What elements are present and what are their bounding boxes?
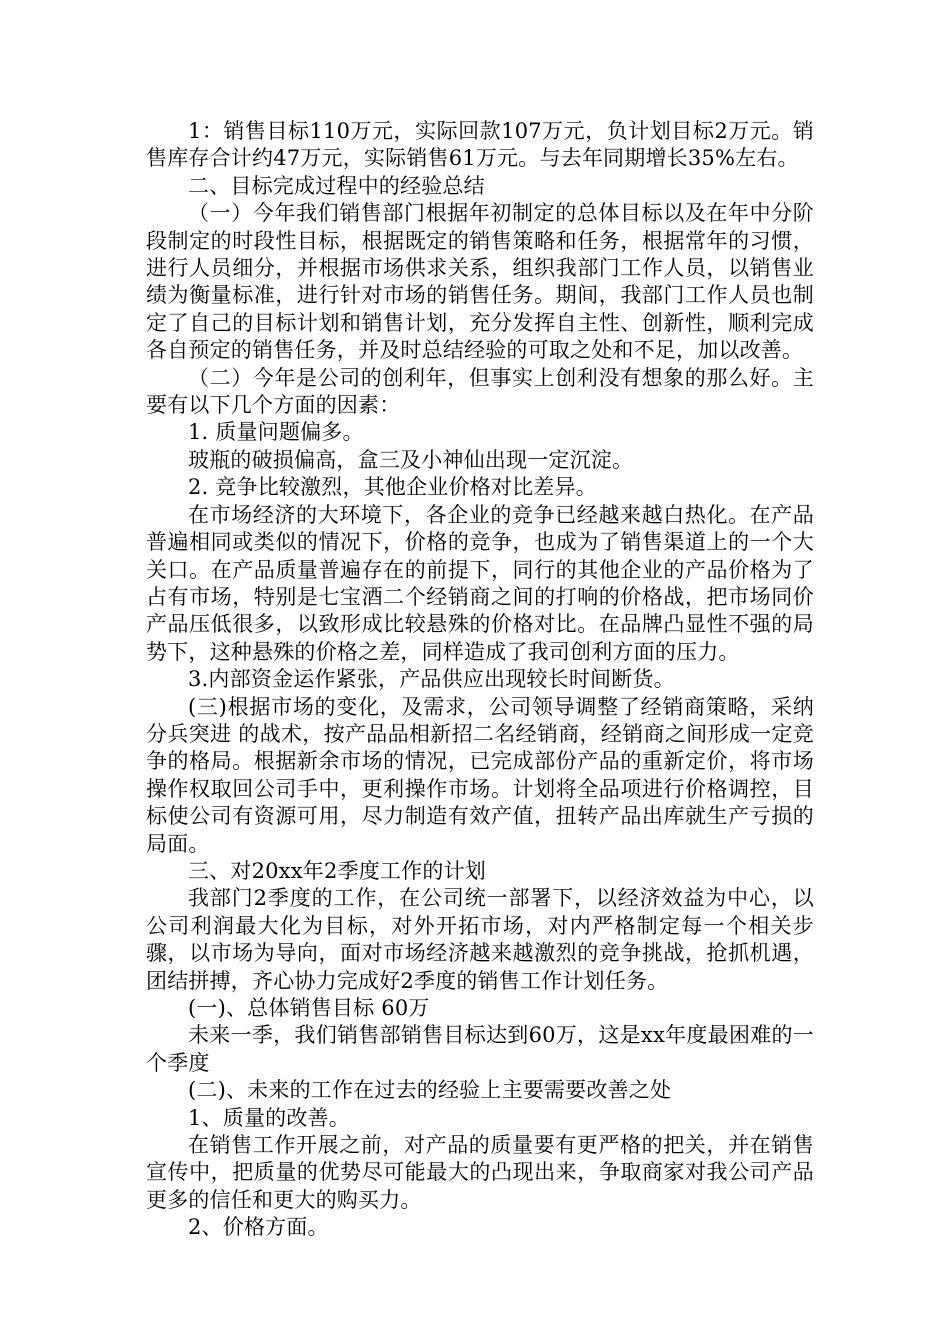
paragraph-section-three: (三)根据市场的变化，及需求，公司领导调整了经销商策略，采纳 分兵突进 的战术，按产品品相新招二名经销商，经销商之间形成一定竞争的格局。根据新余市场的情况，已完成部份产品的重新定价，将市场操作权取回公司手中，更利操作市场。计划将全品项进行价格调控，目标使公司有资源可用，尽力制造有效产值，扭转产品出库就生产亏损的局面。 — [146, 694, 814, 856]
document-body — [146, 118, 814, 1242]
paragraph-sales-target: 1：销售目标110万元，实际回款107万元，负计划目标2万元。销售库存合计约47万元，实际销售61万元。与去年同期增长35%左右。 — [146, 119, 814, 171]
heading-overall-target: (一)、总体销售目标 60万 — [188, 996, 430, 1020]
list-item-capital-shortage: 3.内部资金运作紧张，产品供应出现较长时间断货。 — [188, 667, 675, 692]
paragraph-next-quarter: 未来一季，我们销售部销售目标达到60万，这是xx年度最困难的一个季度 — [146, 1023, 814, 1075]
paragraph-q2-work: 我部门2季度的工作，在公司统一部署下，以经济效益为中心，以公司利润最大化为目标，对外开拓市场，对内严格制定每一个相关步骤，以市场为导向，面对市场经济越来越激烈的竞争挑战，抢抓机遇，团结拼搏，齐心协力完成好2季度的销售工作计划任务。 — [146, 886, 814, 993]
paragraph-section-one: （一）今年我们销售部门根据年初制定的总体目标以及在年中分阶段制定的时段性目标，根据既定的销售策略和任务，根据常年的习惯，进行人员细分，并根据市场供求关系，组织我部门工作人员，以销售业绩为衡量标准，进行针对市场的销售任务。期间，我部门工作人员也制定了自己的目标计划和销售计划，充分发挥自主性、创新性，顺利完成各自预定的销售任务，并及时总结经验的可取之处和不足，加以改善。 — [146, 201, 814, 363]
paragraph-bottle-damage: 玻瓶的破损偏高，盒三及小神仙出现一定沉淀。 — [188, 447, 634, 472]
paragraph-section-two: （二）今年是公司的创利年，但事实上创利没有想象的那么好。主要有以下几个方面的因素： — [146, 365, 814, 418]
heading-q2-plan: 三、对20xx年2季度工作的计划 — [188, 858, 486, 883]
list-item-quality-improvement: 1、质量的改善。 — [188, 1105, 350, 1130]
list-item-price: 2、价格方面。 — [188, 1215, 329, 1240]
heading-experience-summary: 二、目标完成过程中的经验总结 — [188, 173, 485, 198]
paragraph-quality-control: 在销售工作开展之前，对产品的质量要有更严格的把关，并在销售宣传中，把质量的优势尽可能最大的凸现出来，争取商家对我公司产品更多的信任和更大的购买力。 — [146, 1133, 814, 1212]
list-item-quality-issue: 1. 质量问题偏多。 — [188, 420, 364, 445]
heading-improvements: (二)、未来的工作在过去的经验上主要需要改善之处 — [188, 1078, 672, 1103]
list-item-competition: 2. 竞争比较激烈，其他企业价格对比差异。 — [188, 475, 597, 500]
paragraph-market-competition: 在市场经济的大环境下，各企业的竞争已经越来越白热化。在产品普遍相同或类似的情况下，价格的竞争，也成为了销售渠道上的一个大关口。在产品质量普遍存在的前提下，同行的其他企业的产品价格为了占有市场，特别是七宝酒二个经销商之间的打响的价格战，把市场同价产品压低很多，以致形成比较悬殊的价格对比。在品牌凸显性不强的局势下，这种悬殊的价格之差，同样造成了我司创利方面的压力。 — [146, 502, 814, 664]
